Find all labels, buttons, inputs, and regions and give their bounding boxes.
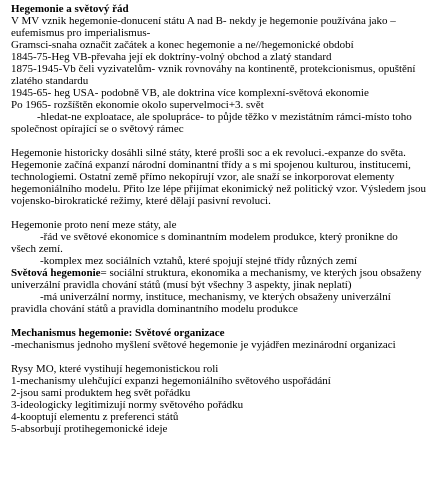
text-line: vojensko-birokratické režimy, které dělají pasivní revoluci. [11,195,271,207]
definition-term: Světová hegemonie [11,267,101,279]
list-item: 3-ideologicky legitimizují normy světového pořádku [11,399,244,411]
text-line: pravidla chování států a pravidla dominantního modelu produkce [11,303,298,315]
indented-line: -hledat-ne exploatace, ale spolupráce- to půjde těžko v mezistátním rámci-místo toho [37,111,412,123]
text-line: společnost opírající se o světový rámec [11,123,184,135]
text-line: 1945-65- heg USA- podobně VB, ale doktrina více komplexní-světová ekonomie [11,87,369,99]
text-line: 1845-75-Heg VB-převaha její ek doktríny-volný obchod a zlatý standard [11,51,332,63]
list-item: 4-kooptují elementu z preferenci států [11,411,179,423]
text-line: Hegemonie začíná expanzí národní dominantní třídy a s mi spojenou kulturou, institucemi, [11,159,411,171]
list-item: 5-absorbují protihegemonické ideje [11,423,168,435]
text-line: Hegemonie proto není meze státy, ale [11,219,177,231]
text-line: Gramsci-snaha označit začátek a konec hegemonie a ne//hegemonické období [11,39,354,51]
text-line: Hegemonie historicky dosáhli silné státy, které prošli soc a ek revoluci.-expanze do světa. [11,147,406,159]
indented-line: -komplex mez sociálních vztahů, které spojují stejné třídy různých zemí [40,255,358,267]
definition-line [11,267,442,279]
section-history [11,147,442,207]
section-definition [11,219,442,315]
text-line: -mechanismus jednoho myšlení světové hegemonie je vyjádřen mezinárodní organizaci [11,339,396,351]
section-roles [11,363,442,435]
text-line: univerzální pravidla chování států (musí být všechny 3 aspekty, jinak neplatí) [11,279,352,291]
text-line: Po 1965- rozšíštěn ekonomie okolo supervelmoci+3. svět [11,99,264,111]
text-line: V MV vznik hegemonie-donucení státu A nad B- nekdy je hegemonie používána jako – [11,15,396,27]
list-item: 2-jsou sami produktem heg svět pořádku [11,387,191,399]
definition-text: = sociální struktura, ekonomika a mechanismy, ve kterých jsou obsaženy [100,267,422,279]
list-item: 1-mechanismy ulehčující expanzi hegemoniálního světového uspořádání [11,375,331,387]
text-line: technologiemi. Ostatní země přímo nekopírují vzor, ale snaží se inkorporovat elementy [11,171,395,183]
heading-mechanismus: Mechanismus hegemonie: Světové organizace [11,327,225,339]
text-line: zlatého standardu [11,75,89,87]
text-line: hegemoniálního modelu. Přito lze lépe přijímat ekonimický než politický vzor. Výsledem jsou [11,183,426,195]
section-intro [11,15,442,135]
heading-hegemonie: Hegemonie a světový řád [11,3,129,15]
text-line: Rysy MO, které vystihují hegemonistickou roli [11,363,219,375]
text-line: eufemismus pro imperialismus- [11,27,151,39]
indented-line: -řád ve světové ekonomice s dominantním modelem produkce, který pronikne do [40,231,398,243]
text-line: všech zemí. [11,243,63,255]
indented-line: -má univerzální normy, instituce, mechanismy, ve kterých obsaženy univerzální [40,291,391,303]
text-line: 1875-1945-Vb čeli vyzivatelům- vznik rovnováhy na kontinentě, protekcionismus, opuštění [11,63,416,75]
